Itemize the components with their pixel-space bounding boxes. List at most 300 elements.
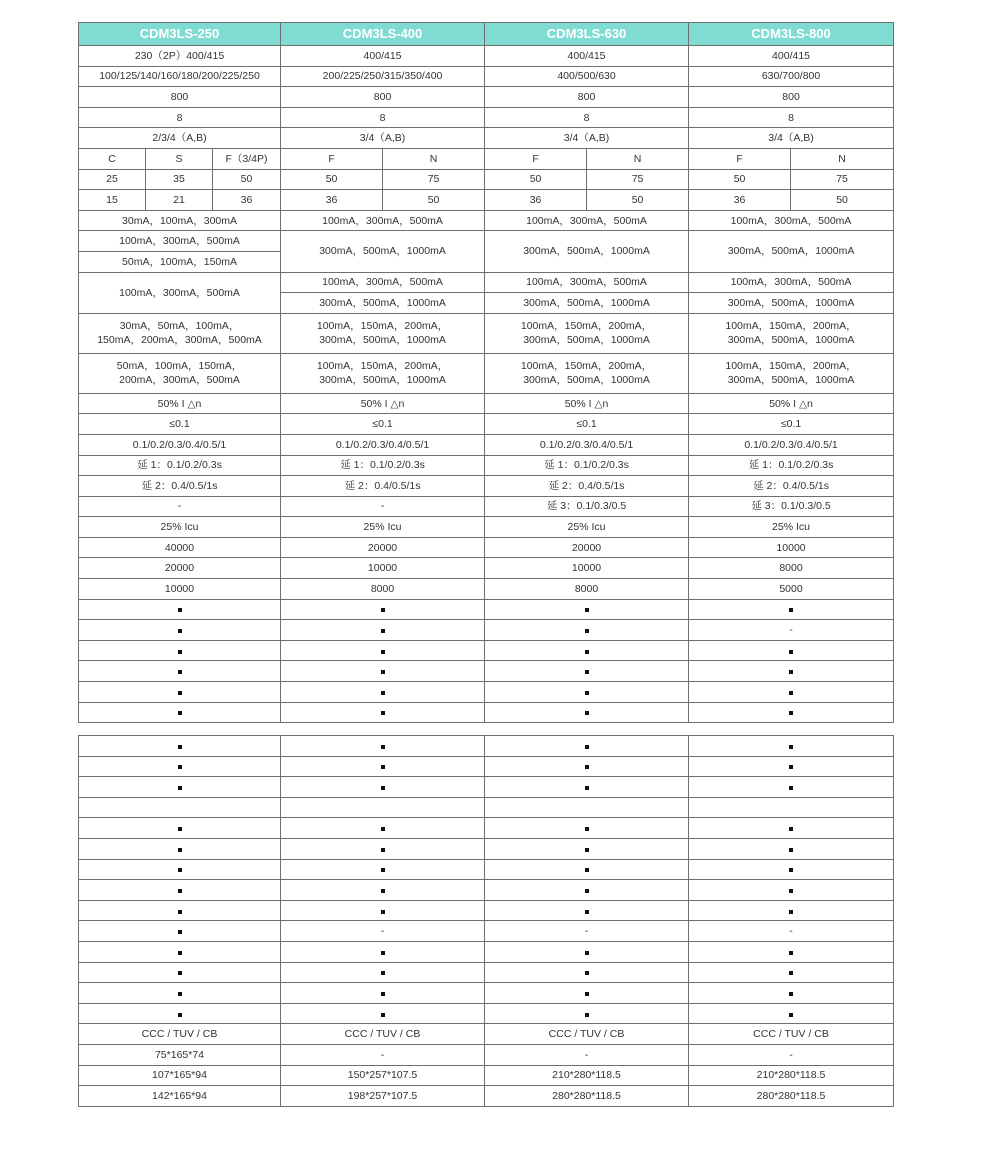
black-square-icon	[789, 670, 793, 674]
mark-cell	[281, 983, 485, 1004]
mark-cell	[689, 818, 894, 839]
cell: 400/415	[485, 46, 689, 67]
line: 300mA，500mA，1000mA	[727, 334, 855, 347]
row-residual-current-1	[79, 210, 894, 231]
row-delay-3	[79, 496, 894, 517]
mark-cell	[485, 1003, 689, 1024]
row-dim3p	[79, 1065, 894, 1086]
cell: 107*165*94	[79, 1065, 281, 1086]
row-no-trip-current	[79, 393, 894, 414]
cell: 10000	[79, 579, 281, 600]
cell: 8	[485, 107, 689, 128]
black-square-icon	[381, 951, 385, 955]
mark-cell	[689, 880, 894, 901]
cell: 800	[79, 87, 281, 108]
cell: 延 2：0.4/0.5/1s	[689, 476, 894, 497]
mark-cell	[689, 599, 894, 620]
cell: 50	[587, 190, 689, 211]
cell: -	[689, 1044, 894, 1065]
cell: 100mA，300mA，500mA	[281, 272, 485, 293]
black-square-icon	[178, 745, 182, 749]
black-square-icon	[789, 868, 793, 872]
header-row	[79, 23, 894, 46]
black-square-icon	[585, 951, 589, 955]
mark-cell	[281, 599, 485, 620]
row-cert	[79, 1024, 894, 1045]
row-dim4p	[79, 1086, 894, 1107]
mark-cell	[79, 599, 281, 620]
mark-cell	[485, 880, 689, 901]
black-square-icon	[381, 711, 385, 715]
cell: F	[281, 148, 383, 169]
black-square-icon	[585, 786, 589, 790]
mark-cell	[281, 859, 485, 880]
black-square-icon	[178, 889, 182, 893]
black-square-icon	[789, 650, 793, 654]
cell: N	[791, 148, 894, 169]
cell: 280*280*118.5	[689, 1086, 894, 1107]
row-life-3	[79, 579, 894, 600]
mark-cell	[689, 777, 894, 798]
black-square-icon	[178, 868, 182, 872]
cell: 8000	[689, 558, 894, 579]
black-square-icon	[178, 910, 182, 914]
accessory-row	[79, 941, 894, 962]
mark-cell	[281, 818, 485, 839]
black-square-icon	[178, 629, 182, 633]
black-square-icon	[585, 691, 589, 695]
mark-cell	[79, 962, 281, 983]
black-square-icon	[789, 1013, 793, 1017]
cell: 100mA，300mA，500mA	[79, 272, 281, 313]
header-cdm3ls-250: CDM3LS-250	[79, 23, 281, 46]
accessory-row	[79, 777, 894, 798]
mark-cell	[281, 640, 485, 661]
cell: 10000	[689, 537, 894, 558]
black-square-icon	[381, 650, 385, 654]
mark-cell	[281, 880, 485, 901]
row-poles	[79, 128, 894, 149]
mark-cell	[79, 702, 281, 723]
mark-cell	[485, 818, 689, 839]
black-square-icon	[585, 1013, 589, 1017]
accessory-row	[79, 736, 894, 757]
mark-cell	[281, 1003, 485, 1024]
accessory-row	[79, 900, 894, 921]
black-square-icon	[178, 670, 182, 674]
black-square-icon	[178, 1013, 182, 1017]
cell: ≤0.1	[281, 414, 485, 435]
accessory-row	[79, 880, 894, 901]
cell: 800	[281, 87, 485, 108]
cell: 延 1：0.1/0.2/0.3s	[281, 455, 485, 476]
mark-cell	[485, 838, 689, 859]
mark-cell	[79, 682, 281, 703]
cell: 25	[79, 169, 146, 190]
black-square-icon	[585, 868, 589, 872]
cell: 230（2P）400/415	[79, 46, 281, 67]
row-delay-1	[79, 455, 894, 476]
cell: 800	[689, 87, 894, 108]
feature-row	[79, 599, 894, 620]
row-ics	[79, 190, 894, 211]
mark-cell	[689, 900, 894, 921]
cell	[79, 313, 281, 353]
cell: F	[689, 148, 791, 169]
black-square-icon	[585, 745, 589, 749]
cell: 50% I △n	[281, 393, 485, 414]
row-breaking-grade	[79, 148, 894, 169]
black-square-icon	[585, 910, 589, 914]
line: 300mA，500mA，1000mA	[727, 374, 855, 387]
black-square-icon	[178, 951, 182, 955]
header-cdm3ls-630: CDM3LS-630	[485, 23, 689, 46]
cell: 25% Icu	[79, 517, 281, 538]
accessory-row	[79, 797, 894, 818]
cell: 延 1：0.1/0.2/0.3s	[485, 455, 689, 476]
header-cdm3ls-400: CDM3LS-400	[281, 23, 485, 46]
black-square-icon	[789, 608, 793, 612]
cell: 800	[485, 87, 689, 108]
accessory-row	[79, 838, 894, 859]
black-square-icon	[381, 910, 385, 914]
cell: 36	[689, 190, 791, 211]
feature-row	[79, 640, 894, 661]
cell: 8	[689, 107, 894, 128]
cell: 50	[791, 190, 894, 211]
black-square-icon	[585, 608, 589, 612]
mark-cell	[79, 1003, 281, 1024]
mark-cell	[281, 962, 485, 983]
mark-cell	[485, 941, 689, 962]
mark-cell	[79, 661, 281, 682]
row-icm	[79, 517, 894, 538]
cell: 100mA，300mA，500mA	[689, 272, 894, 293]
mark-cell	[281, 797, 485, 818]
cell: 36	[281, 190, 383, 211]
mark-cell: -	[689, 620, 894, 641]
cell: 300mA，500mA，1000mA	[281, 231, 485, 272]
mark-cell	[281, 702, 485, 723]
cell: C	[79, 148, 146, 169]
cell: 5000	[689, 579, 894, 600]
cell: -	[281, 1044, 485, 1065]
line: 300mA，500mA，1000mA	[523, 374, 650, 387]
mark-cell	[281, 900, 485, 921]
cell: 75	[383, 169, 485, 190]
spec-table-top	[78, 22, 894, 723]
cell: 10000	[485, 558, 689, 579]
accessory-row	[79, 983, 894, 1004]
feature-row	[79, 661, 894, 682]
cell: 50	[281, 169, 383, 190]
mark-cell	[79, 756, 281, 777]
mark-cell	[689, 962, 894, 983]
cell: 8000	[281, 579, 485, 600]
cell: 630/700/800	[689, 66, 894, 87]
line: 100mA，150mA，200mA，	[316, 320, 449, 333]
cell: 75*165*74	[79, 1044, 281, 1065]
cell: 50	[213, 169, 281, 190]
cell: 50mA，100mA，150mA	[79, 251, 281, 272]
cell: 21	[146, 190, 213, 211]
mark-cell	[689, 1003, 894, 1024]
mark-cell	[485, 777, 689, 798]
accessory-row	[79, 962, 894, 983]
mark-cell	[485, 983, 689, 1004]
cell: 0.1/0.2/0.3/0.4/0.5/1	[79, 434, 281, 455]
cell: 8	[79, 107, 281, 128]
feature-row	[79, 620, 894, 641]
mark-cell	[689, 797, 894, 818]
black-square-icon	[381, 1013, 385, 1017]
cell	[689, 313, 894, 353]
cell	[281, 313, 485, 353]
row-delay-settings	[79, 434, 894, 455]
cell: 210*280*118.5	[485, 1065, 689, 1086]
cell: 25% Icu	[485, 517, 689, 538]
cell: 延 3：0.1/0.3/0.5	[689, 496, 894, 517]
black-square-icon	[381, 848, 385, 852]
cell: 3/4（A,B)	[281, 128, 485, 149]
line: 150mA，200mA，300mA，500mA	[97, 334, 262, 347]
cell: CCC / TUV / CB	[281, 1024, 485, 1045]
row-rated-voltage	[79, 46, 894, 67]
mark-cell	[689, 983, 894, 1004]
line: 50mA，100mA，150mA，	[116, 360, 243, 373]
cell: 300mA，500mA，1000mA	[689, 293, 894, 314]
cell: 100mA，300mA，500mA	[689, 210, 894, 231]
accessory-row	[79, 921, 894, 942]
cell	[485, 353, 689, 393]
row-rated-current	[79, 66, 894, 87]
mark-cell: -	[485, 921, 689, 942]
mark-cell	[79, 941, 281, 962]
mark-cell	[485, 756, 689, 777]
cell: 延 3：0.1/0.3/0.5	[485, 496, 689, 517]
black-square-icon	[789, 765, 793, 769]
row-residual-current-2a	[79, 231, 894, 252]
black-square-icon	[178, 992, 182, 996]
mark-cell	[281, 736, 485, 757]
cell: 300mA，500mA，1000mA	[689, 231, 894, 272]
cell: CCC / TUV / CB	[689, 1024, 894, 1045]
cell: 15	[79, 190, 146, 211]
line: 100mA，150mA，200mA，	[316, 360, 449, 373]
cell: 50% I △n	[79, 393, 281, 414]
cell: 8000	[485, 579, 689, 600]
row-residual-current-4	[79, 313, 894, 353]
black-square-icon	[789, 992, 793, 996]
cell: 300mA，500mA，1000mA	[281, 293, 485, 314]
line: 100mA，150mA，200mA，	[520, 360, 653, 373]
cell: 35	[146, 169, 213, 190]
black-square-icon	[178, 650, 182, 654]
row-life-1	[79, 537, 894, 558]
cell	[281, 353, 485, 393]
black-square-icon	[789, 745, 793, 749]
black-square-icon	[585, 629, 589, 633]
mark-cell	[485, 661, 689, 682]
cell: 300mA，500mA，1000mA	[485, 293, 689, 314]
line: 200mA，300mA，500mA	[119, 374, 240, 387]
black-square-icon	[381, 608, 385, 612]
line: 100mA，150mA，200mA，	[520, 320, 653, 333]
cell: 延 2：0.4/0.5/1s	[79, 476, 281, 497]
row-dim2p	[79, 1044, 894, 1065]
black-square-icon	[178, 765, 182, 769]
cell: 50	[485, 169, 587, 190]
cell: 25% Icu	[281, 517, 485, 538]
cell	[485, 313, 689, 353]
accessory-row	[79, 818, 894, 839]
mark-cell	[281, 682, 485, 703]
cell: 400/415	[689, 46, 894, 67]
mark-cell	[79, 880, 281, 901]
mark-cell	[485, 736, 689, 757]
cell: 0.1/0.2/0.3/0.4/0.5/1	[281, 434, 485, 455]
black-square-icon	[585, 650, 589, 654]
row-break-time	[79, 414, 894, 435]
row-icu	[79, 169, 894, 190]
black-square-icon	[585, 670, 589, 674]
cell: 36	[485, 190, 587, 211]
cell: F（3/4P)	[213, 148, 281, 169]
black-square-icon	[381, 827, 385, 831]
mark-cell	[689, 682, 894, 703]
mark-cell	[485, 640, 689, 661]
cell: F	[485, 148, 587, 169]
black-square-icon	[381, 745, 385, 749]
cell: 198*257*107.5	[281, 1086, 485, 1107]
mark-cell	[281, 838, 485, 859]
mark-cell	[485, 599, 689, 620]
cell: 8	[281, 107, 485, 128]
cell: 40000	[79, 537, 281, 558]
black-square-icon	[178, 971, 182, 975]
mark-cell	[485, 962, 689, 983]
spec-table-bottom	[78, 735, 894, 1107]
black-square-icon	[585, 992, 589, 996]
mark-cell	[79, 818, 281, 839]
line: 300mA，500mA，1000mA	[523, 334, 650, 347]
cell: 280*280*118.5	[485, 1086, 689, 1107]
mark-cell	[79, 797, 281, 818]
line: 300mA，500mA，1000mA	[319, 334, 446, 347]
cell: ≤0.1	[689, 414, 894, 435]
black-square-icon	[789, 786, 793, 790]
row-residual-current-3a	[79, 272, 894, 293]
cell: 50% I △n	[485, 393, 689, 414]
cell: 200/225/250/315/350/400	[281, 66, 485, 87]
cell: 36	[213, 190, 281, 211]
black-square-icon	[381, 868, 385, 872]
cell: 20000	[79, 558, 281, 579]
mark-cell	[79, 620, 281, 641]
mark-cell	[689, 661, 894, 682]
mark-cell	[485, 620, 689, 641]
mark-cell	[281, 756, 485, 777]
mark-cell	[485, 859, 689, 880]
row-delay-2	[79, 476, 894, 497]
cell: CCC / TUV / CB	[485, 1024, 689, 1045]
black-square-icon	[178, 691, 182, 695]
black-square-icon	[585, 765, 589, 769]
mark-cell	[485, 900, 689, 921]
mark-cell	[485, 797, 689, 818]
black-square-icon	[381, 971, 385, 975]
cell: 20000	[281, 537, 485, 558]
cell: 延 2：0.4/0.5/1s	[281, 476, 485, 497]
black-square-icon	[381, 889, 385, 893]
black-square-icon	[178, 608, 182, 612]
row-life-2	[79, 558, 894, 579]
black-square-icon	[789, 827, 793, 831]
mark-cell	[79, 777, 281, 798]
cell: 0.1/0.2/0.3/0.4/0.5/1	[485, 434, 689, 455]
cell: -	[485, 1044, 689, 1065]
cell: 延 1：0.1/0.2/0.3s	[689, 455, 894, 476]
cell: 25% Icu	[689, 517, 894, 538]
cell: 3/4（A,B)	[485, 128, 689, 149]
cell: 50	[383, 190, 485, 211]
black-square-icon	[585, 848, 589, 852]
mark-cell	[79, 859, 281, 880]
cell: 100mA，300mA，500mA	[485, 272, 689, 293]
accessory-row	[79, 756, 894, 777]
accessory-row	[79, 1003, 894, 1024]
black-square-icon	[585, 889, 589, 893]
cell: 400/500/630	[485, 66, 689, 87]
black-square-icon	[381, 629, 385, 633]
black-square-icon	[585, 971, 589, 975]
cell: -	[79, 496, 281, 517]
black-square-icon	[178, 786, 182, 790]
black-square-icon	[381, 670, 385, 674]
cell: 100mA，300mA，500mA	[281, 210, 485, 231]
mark-cell	[689, 736, 894, 757]
black-square-icon	[381, 691, 385, 695]
mark-cell	[689, 640, 894, 661]
mark-cell	[485, 682, 689, 703]
black-square-icon	[789, 951, 793, 955]
cell: 3/4（A,B)	[689, 128, 894, 149]
cell: 10000	[281, 558, 485, 579]
black-square-icon	[178, 848, 182, 852]
cell: 75	[791, 169, 894, 190]
line: 100mA，150mA，200mA，	[725, 360, 857, 373]
mark-cell	[79, 983, 281, 1004]
black-square-icon	[789, 711, 793, 715]
black-square-icon	[789, 971, 793, 975]
black-square-icon	[381, 786, 385, 790]
black-square-icon	[178, 711, 182, 715]
mark-cell: -	[281, 921, 485, 942]
accessory-row	[79, 859, 894, 880]
black-square-icon	[789, 910, 793, 914]
black-square-icon	[178, 930, 182, 934]
black-square-icon	[789, 889, 793, 893]
cell: ≤0.1	[485, 414, 689, 435]
mark-cell	[689, 941, 894, 962]
mark-cell	[485, 702, 689, 723]
black-square-icon	[178, 827, 182, 831]
cell: 50% I △n	[689, 393, 894, 414]
cell: 延 1：0.1/0.2/0.3s	[79, 455, 281, 476]
mark-cell	[281, 620, 485, 641]
cell	[79, 353, 281, 393]
cell: 150*257*107.5	[281, 1065, 485, 1086]
